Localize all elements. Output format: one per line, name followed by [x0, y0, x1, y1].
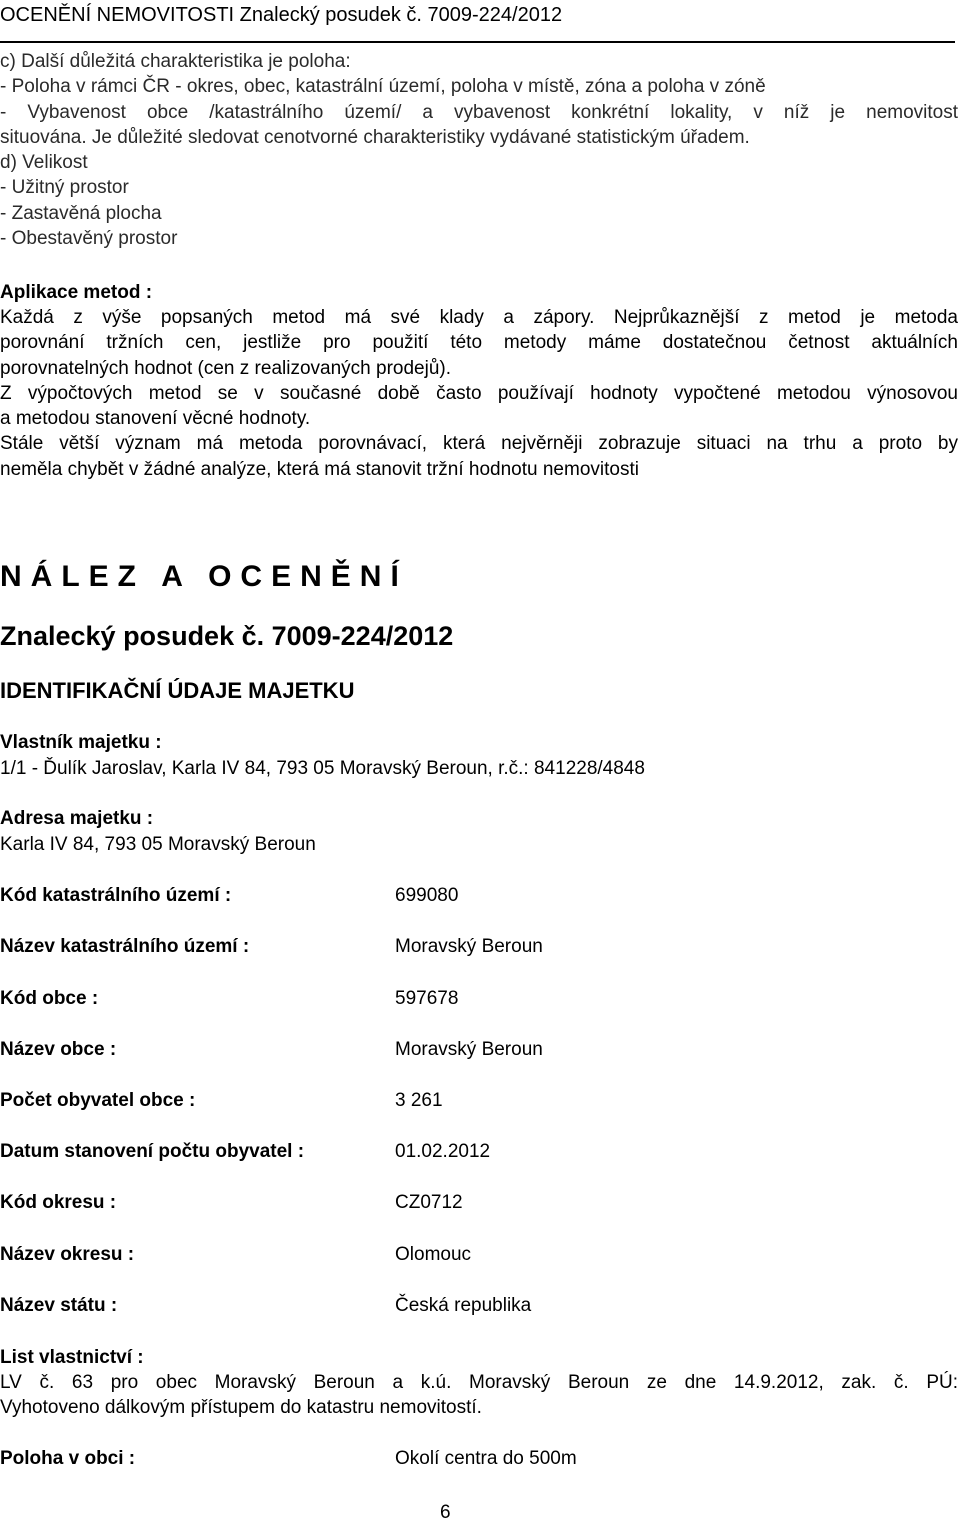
lv-line: Vyhotoveno dálkovým přístupem do katastru nemovitostí. — [0, 1397, 482, 1418]
field-value: Moravský Beroun — [395, 1039, 543, 1060]
aplikace-line: porovnatelných hodnot (cen z realizovaných prodejů). — [0, 357, 451, 379]
intro-line: - Poloha v rámci ČR - okres, obec, katastrální území, poloha v místě, zóna a poloha v zóně — [0, 76, 766, 98]
intro-line: situována. Je důležité sledovat cenotvorné charakteristiky vydávané statistickým úřadem. — [0, 126, 750, 148]
adresa-value: Karla IV 84, 793 05 Moravský Beroun — [0, 834, 316, 855]
intro-section — [0, 49, 958, 251]
aplikace-line: Stále větší význam má metoda porovnávací, která nejvěrněji zobrazuje situaci na trhu a proto by — [0, 433, 958, 455]
aplikace-line: Z výpočtových metod se v současné době často používají hodnoty vypočtené metodou výnosovou — [0, 382, 958, 404]
field-value: 01.02.2012 — [395, 1141, 491, 1162]
page-header-title: OCENĚNÍ NEMOVITOSTI Znalecký posudek č. 7009-224/2012 — [0, 4, 563, 26]
identifikace-heading: IDENTIFIKAČNÍ ÚDAJE MAJETKU — [0, 678, 355, 703]
field-value: Česká republika — [395, 1295, 532, 1316]
field-value: 3 261 — [395, 1090, 443, 1111]
posudek-title: Znalecký posudek č. 7009-224/2012 — [0, 621, 454, 651]
aplikace-heading: Aplikace metod : — [0, 282, 153, 303]
field-value: 597678 — [395, 988, 459, 1009]
intro-line: - Zastavěná plocha — [0, 202, 162, 224]
field-label: Kód okresu : — [0, 1192, 117, 1213]
header-rule — [0, 41, 955, 43]
adresa-label: Adresa majetku : — [0, 808, 154, 829]
intro-line: d) Velikost — [0, 152, 88, 174]
lv-label: List vlastnictví : — [0, 1347, 144, 1368]
intro-line: - Vybavenost obce /katastrálního území/ a vybavenost konkrétní lokality, v níž je nemovitost — [0, 101, 958, 123]
field-value: CZ0712 — [395, 1192, 463, 1213]
aplikace-line: a metodou stanovení věcné hodnoty. — [0, 408, 311, 430]
field-label: Kód obce : — [0, 988, 99, 1009]
aplikace-line: Každá z výše popsaných metod má své klady a zápory. Nejprůkaznější z metod je metoda — [0, 307, 958, 328]
field-label: Počet obyvatel obce : — [0, 1090, 196, 1111]
field-value: Moravský Beroun — [395, 936, 543, 957]
lv-line: LV č. 63 pro obec Moravský Beroun a k.ú. Moravský Beroun ze dne 14.9.2012, zak. č. PÚ: — [0, 1372, 958, 1393]
intro-line: - Užitný prostor — [0, 177, 129, 199]
page-number: 6 — [440, 1502, 451, 1523]
field-value: 699080 — [395, 885, 459, 906]
field-label: Název okresu : — [0, 1244, 135, 1265]
aplikace-line: porovnání tržních cen, jestliže pro použití této metody máme dostatečnou četnost aktuálních — [0, 332, 958, 354]
field-label: Kód katastrálního území : — [0, 885, 232, 906]
aplikace-line: neměla chybět v žádné analýze, která má stanovit tržní hodnotu nemovitosti — [0, 458, 639, 480]
field-value: Olomouc — [395, 1244, 472, 1265]
aplikace-section — [0, 305, 958, 482]
section-title-nalez: NÁLEZ A OCENĚNÍ — [0, 560, 408, 593]
poloha-value: Okolí centra do 500m — [395, 1448, 577, 1469]
field-label: Název katastrálního území : — [0, 936, 250, 957]
vlastnik-label: Vlastník majetku : — [0, 732, 162, 753]
intro-line: c) Další důležitá charakteristika je poloha: — [0, 51, 351, 72]
field-label: Datum stanovení počtu obyvatel : — [0, 1141, 305, 1162]
field-label: Název obce : — [0, 1039, 117, 1060]
vlastnik-value: 1/1 - Ďulík Jaroslav, Karla IV 84, 793 05 Moravský Beroun, r.č.: 841228/4848 — [0, 758, 645, 779]
field-label: Název státu : — [0, 1295, 118, 1316]
poloha-label: Poloha v obci : — [0, 1448, 136, 1469]
intro-line: - Obestavěný prostor — [0, 228, 178, 250]
lv-section — [0, 1370, 958, 1420]
